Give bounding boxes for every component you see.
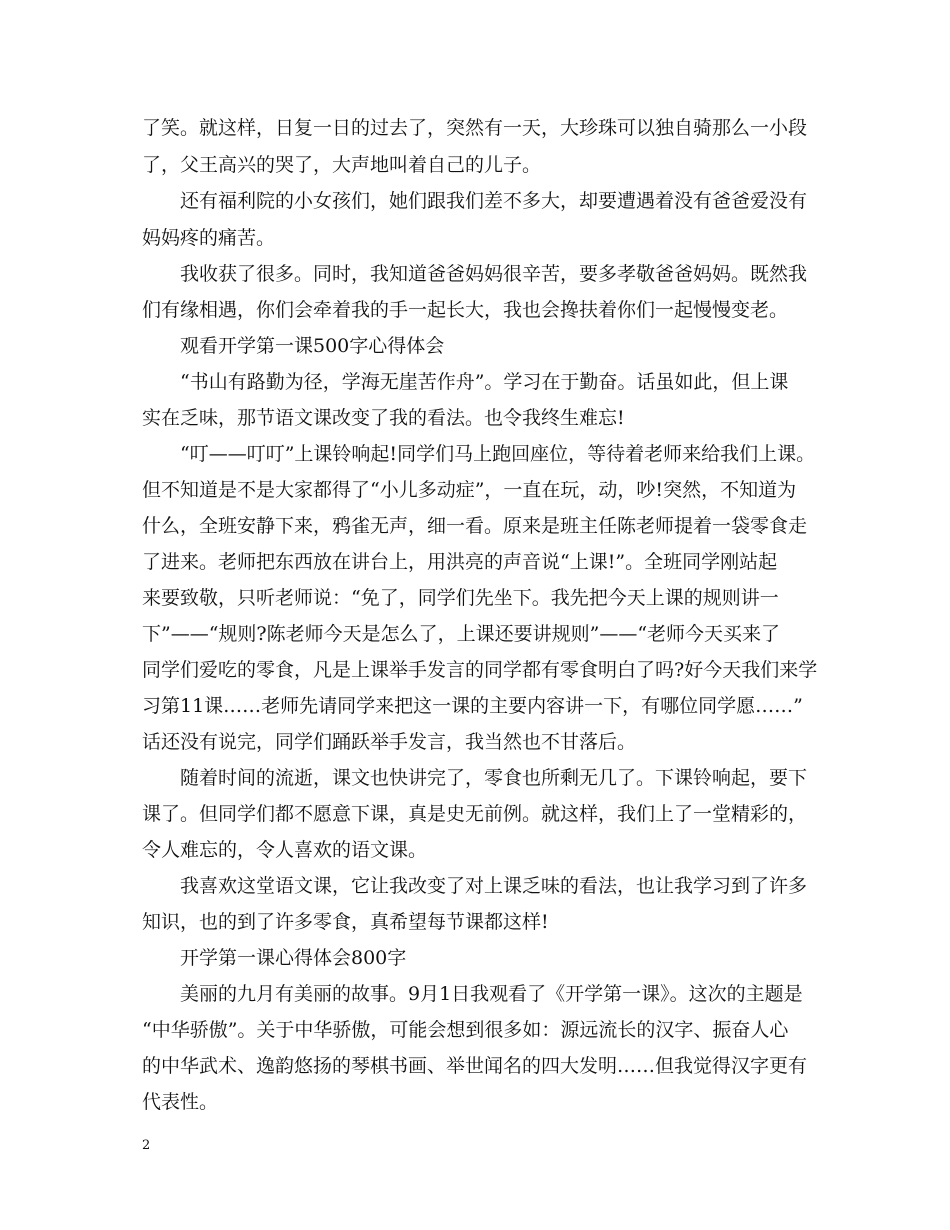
text-line: 妈妈疼的痛苦。 (142, 227, 276, 249)
section-heading: 观看开学第一课500字心得体会 (180, 335, 445, 357)
text-line: 实在乏味，那节语文课改变了我的看法。也令我终生难忘! (142, 407, 625, 429)
text-line: “书山有路勤为径，学海无崖苦作舟”。学习在于勤奋。话虽如此，但上课 (180, 371, 789, 393)
text-line: 我收获了很多。同时，我知道爸爸妈妈很辛苦，要多孝敬爸爸妈妈。既然我 (180, 263, 808, 285)
text-line: 我喜欢这堂语文课，它让我改变了对上课乏味的看法，也让我学习到了许多 (180, 875, 808, 897)
text-line: 来要致敬，只听老师说：“免了，同学们先坐下。我先把今天上课的规则讲一 (142, 587, 779, 609)
section-heading: 开学第一课心得体会800字 (180, 947, 407, 969)
text-line: 了笑。就这样，日复一日的过去了，突然有一天，大珍珠可以独自骑那么一小段 (142, 117, 808, 139)
text-line: 下”——“规则?陈老师今天是怎么了，上课还要讲规则”——“老师今天买来了 (142, 623, 781, 645)
text-line: 代表性。 (142, 1091, 219, 1113)
text-line: 了进来。老师把东西放在讲台上，用洪亮的声音说“上课!”。全班同学刚站起 (142, 551, 778, 573)
text-line: 话还没有说完，同学们踊跃举手发言，我当然也不甘落后。 (142, 731, 637, 753)
text-line: 课了。但同学们都不愿意下课，真是史无前例。就这样，我们上了一堂精彩的， (142, 803, 808, 825)
text-line: 们有缘相遇，你们会牵着我的手一起长大，我也会搀扶着你们一起慢慢变老。 (142, 299, 789, 321)
text-line: 习第11课……老师先请同学来把这一课的主要内容讲一下，有哪位同学愿……” (142, 695, 803, 717)
page-number: 2 (142, 1138, 151, 1153)
text-line: “中华骄傲”。关于中华骄傲，可能会想到很多如：源远流长的汉字、振奋人心 (142, 1019, 789, 1041)
text-line: 知识，也的到了许多零食，真希望每节课都这样! (142, 911, 549, 933)
text-line: “叮——叮叮”上课铃响起!同学们马上跑回座位，等待着老师来给我们上课。 (180, 443, 816, 465)
text-line: 美丽的九月有美丽的故事。9月1日我观看了《开学第一课》。这次的主题是 (180, 983, 803, 1005)
text-line: 但不知道是不是大家都得了“小儿多动症”，一直在玩，动，吵!突然，不知道为 (142, 479, 797, 501)
text-line: 同学们爱吃的零食，凡是上课举手发言的同学都有零食明白了吗?好今天我们来学 (142, 659, 818, 681)
text-line: 还有福利院的小女孩们，她们跟我们差不多大，却要遭遇着没有爸爸爱没有 (180, 190, 808, 212)
text-line: 了，父王高兴的哭了，大声地叫着自己的儿子。 (142, 154, 542, 176)
text-line: 什么，全班安静下来，鸦雀无声，细一看。原来是班主任陈老师提着一袋零食走 (142, 515, 808, 537)
text-line: 的中华武术、逸韵悠扬的琴棋书画、举世闻名的四大发明……但我觉得汉字更有 (142, 1055, 808, 1077)
text-line: 令人难忘的，令人喜欢的语文课。 (142, 839, 428, 861)
text-line: 随着时间的流逝，课文也快讲完了，零食也所剩无几了。下课铃响起，要下 (180, 767, 808, 789)
